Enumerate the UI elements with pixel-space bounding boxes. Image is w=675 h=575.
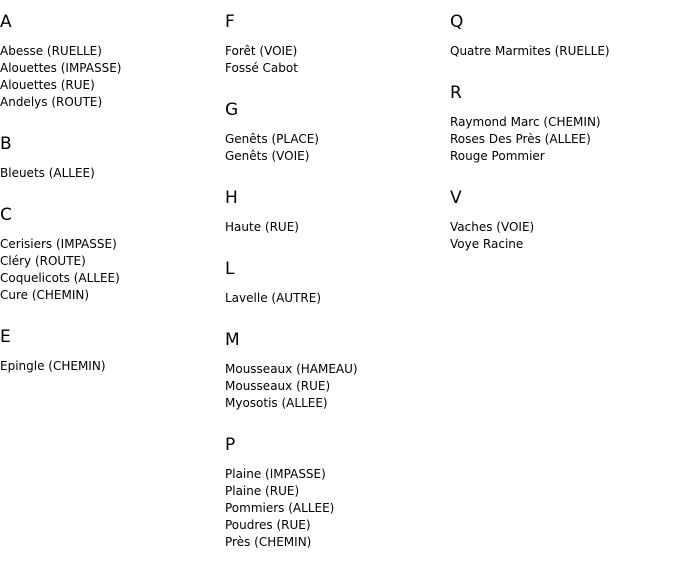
street-list bbox=[0, 236, 220, 304]
street-index-column-2 bbox=[225, 0, 445, 551]
letter-group bbox=[450, 12, 670, 60]
street-link[interactable]: Haute (RUE) bbox=[225, 220, 299, 234]
street-link[interactable]: Genêts (VOIE) bbox=[225, 149, 310, 163]
street-link[interactable]: Vaches (VOIE) bbox=[450, 220, 535, 234]
letter-heading: H bbox=[225, 188, 238, 208]
street-list bbox=[225, 361, 445, 412]
street-link[interactable]: Près (CHEMIN) bbox=[225, 535, 312, 549]
letter-heading: B bbox=[0, 134, 12, 154]
street-index-column-1 bbox=[0, 0, 220, 375]
letter-group bbox=[225, 259, 445, 307]
street-link[interactable]: Alouettes (IMPASSE) bbox=[0, 61, 122, 75]
street-index-column-3 bbox=[450, 0, 670, 253]
street-link[interactable]: Pommiers (ALLEE) bbox=[225, 501, 335, 515]
letter-heading: L bbox=[225, 259, 235, 279]
street-link[interactable]: Mousseaux (HAMEAU) bbox=[225, 362, 358, 376]
street-link[interactable]: Myosotis (ALLEE) bbox=[225, 396, 328, 410]
street-link[interactable]: Andelys (ROUTE) bbox=[0, 95, 103, 109]
street-link[interactable]: Poudres (RUE) bbox=[225, 518, 311, 532]
street-list bbox=[225, 43, 445, 77]
street-list bbox=[450, 219, 670, 253]
letter-group bbox=[0, 327, 220, 375]
letter-heading: V bbox=[450, 188, 462, 208]
letter-group bbox=[225, 330, 445, 412]
street-list bbox=[225, 466, 445, 551]
letter-group bbox=[225, 100, 445, 165]
street-link[interactable]: Genêts (PLACE) bbox=[225, 132, 319, 146]
letter-heading: Q bbox=[450, 12, 464, 32]
street-link[interactable]: Alouettes (RUE) bbox=[0, 78, 95, 92]
letter-heading: G bbox=[225, 100, 239, 120]
letter-heading: A bbox=[0, 12, 12, 32]
street-list bbox=[225, 290, 445, 307]
letter-group bbox=[450, 83, 670, 165]
street-link[interactable]: Lavelle (AUTRE) bbox=[225, 291, 321, 305]
street-link[interactable]: Fossé Cabot bbox=[225, 61, 298, 75]
street-link[interactable]: Abesse (RUELLE) bbox=[0, 44, 102, 58]
street-list bbox=[450, 114, 670, 165]
street-link[interactable]: Forêt (VOIE) bbox=[225, 44, 298, 58]
street-link[interactable]: Roses Des Près (ALLEE) bbox=[450, 132, 591, 146]
street-list bbox=[0, 165, 220, 182]
street-list bbox=[450, 43, 670, 60]
street-link[interactable]: Cléry (ROUTE) bbox=[0, 254, 86, 268]
letter-heading: M bbox=[225, 330, 240, 350]
street-link[interactable]: Epingle (CHEMIN) bbox=[0, 359, 106, 373]
street-link[interactable]: Plaine (RUE) bbox=[225, 484, 300, 498]
letter-group bbox=[0, 12, 220, 111]
street-link[interactable]: Quatre Marmites (RUELLE) bbox=[450, 44, 610, 58]
street-link[interactable]: Coquelicots (ALLEE) bbox=[0, 271, 120, 285]
street-list bbox=[225, 219, 445, 236]
letter-group bbox=[225, 435, 445, 551]
letter-heading: R bbox=[450, 83, 462, 103]
street-link[interactable]: Cerisiers (IMPASSE) bbox=[0, 237, 117, 251]
street-link[interactable]: Rouge Pommier bbox=[450, 149, 545, 163]
letter-heading: C bbox=[0, 205, 12, 225]
letter-heading: P bbox=[225, 435, 236, 455]
street-list bbox=[0, 43, 220, 111]
letter-heading: E bbox=[0, 327, 11, 347]
letter-group bbox=[450, 188, 670, 253]
letter-group bbox=[225, 188, 445, 236]
letter-group bbox=[0, 134, 220, 182]
street-link[interactable]: Bleuets (ALLEE) bbox=[0, 166, 95, 180]
street-link[interactable]: Cure (CHEMIN) bbox=[0, 288, 90, 302]
letter-group bbox=[225, 12, 445, 77]
street-list bbox=[225, 131, 445, 165]
street-list bbox=[0, 358, 220, 375]
street-link[interactable]: Voye Racine bbox=[450, 237, 524, 251]
street-link[interactable]: Raymond Marc (CHEMIN) bbox=[450, 115, 601, 129]
street-link[interactable]: Plaine (IMPASSE) bbox=[225, 467, 326, 481]
letter-group bbox=[0, 205, 220, 304]
letter-heading: F bbox=[225, 12, 235, 32]
street-link[interactable]: Mousseaux (RUE) bbox=[225, 379, 331, 393]
